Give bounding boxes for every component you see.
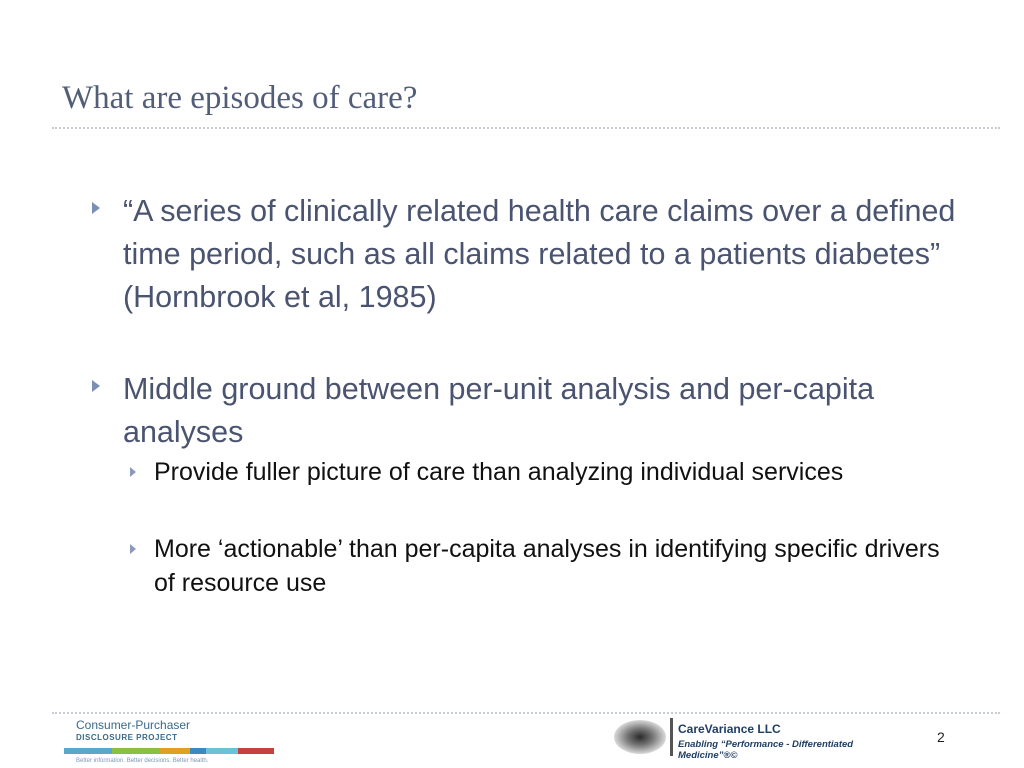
logo-bar-segment bbox=[64, 748, 112, 754]
logo-tagline: Better information. Better decisions. Better health. bbox=[76, 758, 209, 764]
carevariance-name: CareVariance LLC bbox=[678, 722, 781, 736]
slide-title: What are episodes of care? bbox=[62, 80, 418, 116]
bullet-text: “A series of clinically related health care claims over a defined time period, such as all claims related to a patients diabetes” (Hornbrook et al, 1985) bbox=[123, 194, 956, 314]
sub-bullet-item bbox=[130, 532, 940, 600]
bullet-arrow-icon bbox=[92, 380, 100, 392]
carevariance-tagline: Enabling “Performance - Differentiated Medicine”®© bbox=[678, 739, 854, 761]
title-divider bbox=[52, 127, 1000, 129]
bullet-arrow-icon bbox=[92, 202, 100, 214]
logo-color-bar bbox=[64, 748, 279, 754]
bullet-text: Middle ground between per-unit analysis and per-capita analyses bbox=[123, 372, 875, 449]
logo-bar-segment bbox=[206, 748, 238, 754]
bullet-item bbox=[92, 190, 972, 319]
logo-divider bbox=[670, 718, 673, 756]
sub-bullet-text: Provide fuller picture of care than analyzing individual services bbox=[154, 458, 844, 486]
logo-bar-segment bbox=[160, 748, 190, 754]
sub-bullet-item bbox=[130, 455, 940, 489]
logo-line1: Consumer-Purchaser bbox=[76, 718, 191, 732]
bullet-item bbox=[92, 368, 972, 454]
logo-line2: DISCLOSURE PROJECT bbox=[76, 733, 178, 742]
sub-bullet-arrow-icon bbox=[130, 544, 136, 554]
carevariance-emblem-icon bbox=[614, 720, 666, 754]
logo-bar-segment bbox=[112, 748, 160, 754]
footer-divider bbox=[52, 712, 1000, 714]
consumer-purchaser-logo bbox=[64, 718, 279, 764]
sub-bullet-text: More ‘actionable’ than per-capita analyses in identifying specific drivers of resource use bbox=[154, 535, 940, 597]
page-number: 2 bbox=[937, 729, 945, 745]
logo-bar-segment bbox=[190, 748, 206, 754]
logo-bar-segment bbox=[238, 748, 274, 754]
sub-bullet-arrow-icon bbox=[130, 467, 136, 477]
carevariance-logo bbox=[612, 718, 912, 761]
